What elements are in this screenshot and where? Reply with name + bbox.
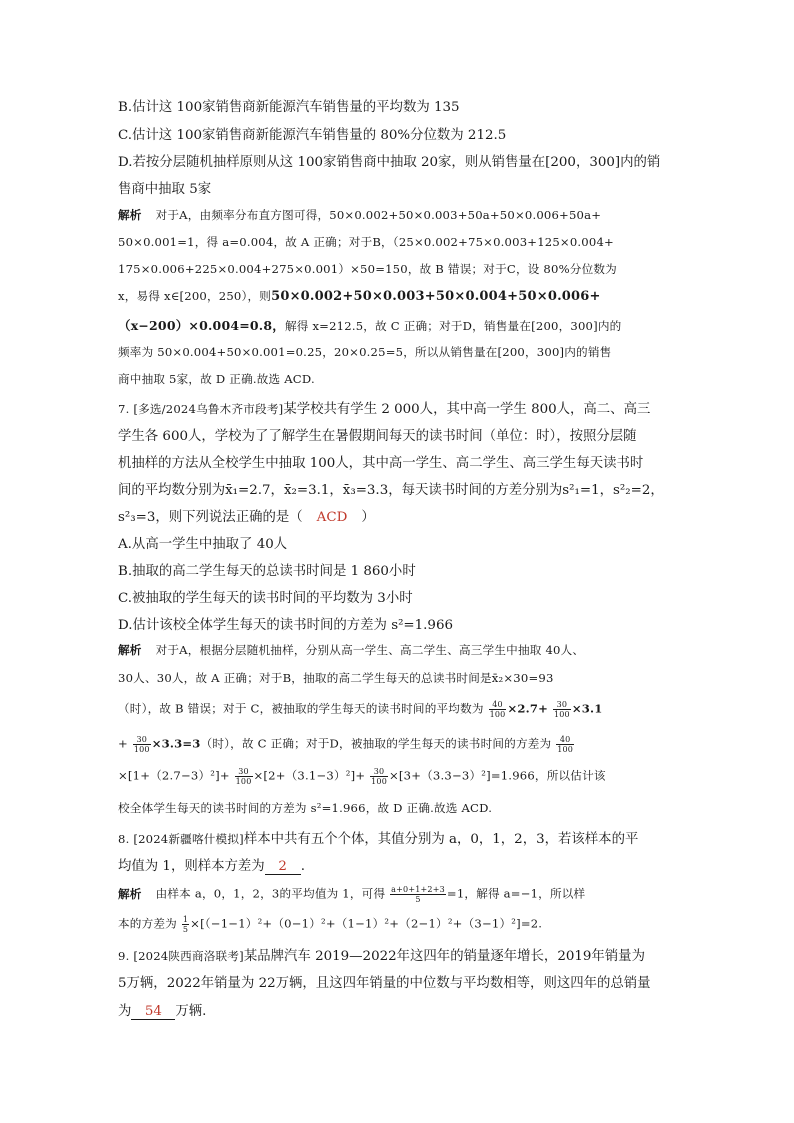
q8-stem-line2: 均值为 1，则样本方差为 2 . [118,859,305,874]
q9-stem-line2: 5万辆，2022年销量为 22万辆，且这四年销量的中位数与平均数相等，则这四年的总销量 [118,976,651,991]
q7-stem-line3: 机抽样的方法从全校学生中抽取 100人，其中高一学生、高二学生、高三学生每天读书时 [118,456,644,471]
fraction-30-100: $\frac{30}{100}$ [133,735,150,754]
solution-label: 解析 [118,643,142,657]
fraction-1-5: $\frac{1}{5}$ [182,915,189,934]
q8-source-tag: 8. [2024新疆喀什模拟] [118,832,244,846]
q6-option-c: C.估计这 100家销售商新能源汽车销售量的 80%分位数为 212.5 [118,128,507,143]
q7-source-tag: 7. [多选/2024乌鲁木齐市段考] [118,402,284,416]
q8-solution-line1: 解析 由样本 a，0，1，2，3的平均值为 1，可得 $\frac{a+0+1+2+3}{5}$ =1，解得 a=−1，所以样 [118,885,586,904]
fraction-mean: $\frac{a+0+1+2+3}{5}$ [391,885,445,904]
fraction-30-100: $\frac{30}{100}$ [553,700,570,719]
q7-option-c: C.被抽取的学生每天的读书时间的平均数为 3小时 [118,591,413,606]
q8-solution-line2: 本的方差为 $\frac{1}{5}$ ×[（−1−1）²+（0−1）²+（1−1）²+（2−1）²+（3−1）²]=2. [118,915,543,934]
q7-solution-line3: （时），故 B 错误；对于 C，被抽取的学生每天的读书时间的平均数为 $\frac{40}{100}$ ×2.7+ $\frac{30}{100}$ ×3.1 [118,700,603,719]
q7-stem-line4: 间的平均数分别为x̄₁=2.7，x̄₂=3.1，x̄₃=3.3，每天读书时间的方差分别为s²₁=1，s²₂=2， [118,483,664,498]
q9-source-tag: 9. [2024陕西商洛联考] [118,949,244,963]
q7-solution-line5: ×[1+（2.7−3）²]+ $\frac{30}{100}$ ×[2+（3.1−3）²]+ $\frac{30}{100}$ ×[3+（3.3−3）²]=1.966，所以估计该 [118,767,606,786]
q7-stem-line2: 学生各 600人，学校为了了解学生在暑假期间每天的读书时间（单位：时），按照分层随 [118,429,637,444]
q7-solution-line6: 校全体学生每天的读书时间的方差为 s²=1.966，故 D 正确.故选 ACD. [118,801,493,815]
q6-option-d-line1: D.若按分层随机抽样原则从这 100家销售商中抽取 20家，则从销售量在[200，300]内的销 [118,155,661,170]
q6-option-d-line2: 售商中抽取 5家 [118,182,212,197]
q9-answer-blank: 54 [131,1004,175,1020]
q6-solution-line4: x，易得 x∈[200，250），则50×0.002+50×0.003+50×0.004+50×0.006+ [118,289,601,304]
fraction-40-100: $\frac{40}{100}$ [489,700,506,719]
q8-answer-blank: 2 [265,859,301,875]
q6-solution-line7: 商中抽取 5家，故 D 正确.故选 ACD. [118,372,315,386]
q7-solution-line4: + $\frac{30}{100}$ ×3.3=3（时），故 C 正确；对于D，被抽取的学生每天的读书时间的方差为 $\frac{40}{100}$ [118,735,574,754]
q7-option-b: B.抽取的高二学生每天的总读书时间是 1 860小时 [118,564,416,579]
q7-solution-line1: 解析 对于A，根据分层随机抽样，分别从高一学生、高二学生、高三学生中抽取 40人、 [118,643,585,657]
q7-option-a: A.从高一学生中抽取了 40人 [118,537,288,552]
fraction-30-100: $\frac{30}{100}$ [371,767,387,786]
q8-stem-line1: 8. [2024新疆喀什模拟]样本中共有五个个体，其值分别为 a，0，1，2，3，若该样本的平 [118,832,639,847]
q7-answer: ACD [316,510,348,525]
q7-stem-line1: 7. [多选/2024乌鲁木齐市段考]某学校共有学生 2 000人，其中高一学生 800人，高二、高三 [118,402,651,417]
q7-option-d: D.估计该校全体学生每天的读书时间的方差为 s²=1.966 [118,618,453,633]
q7-solution-line2: 30人、30人，故 A 正确；对于B，抽取的高二学生每天的总读书时间是x̄₂×30=93 [118,671,554,685]
fraction-30-100: $\frac{30}{100}$ [235,767,252,786]
q6-solution-line6: 频率为 50×0.004+50×0.001=0.25，20×0.25=5，所以从销售量在[200，300]内的销售 [118,345,612,359]
fraction-40-100: $\frac{40}{100}$ [557,735,574,754]
q6-option-b: B.估计这 100家销售商新能源汽车销售量的平均数为 135 [118,100,460,115]
q6-solution-line3: 175×0.006+225×0.004+275×0.001）×50=150，故 B 错误；对于C，设 80%分位数为 [118,262,617,276]
q6-solution-line1: 解析 对于A，由频率分布直方图可得，50×0.002+50×0.003+50a+50×0.006+50a+ [118,208,602,222]
q9-stem-line3: 为 54 万辆. [118,1004,207,1019]
solution-label: 解析 [118,886,142,901]
solution-label: 解析 [118,208,142,222]
q6-solution-line2: 50×0.001=1，得 a=0.004，故 A 正确；对于B，（25×0.002+75×0.003+125×0.004+ [118,235,614,249]
q6-solution-line5: （x−200）×0.004=0.8，解得 x=212.5，故 C 正确；对于D，销售量在[200，300]内的 [118,318,622,333]
q7-stem-line5: s²₃=3，则下列说法正确的是（ ACD ） [118,510,375,525]
q9-stem-line1: 9. [2024陕西商洛联考]某品牌汽车 2019—2022年这四年的销量逐年增长，2019年销量为 [118,949,645,964]
